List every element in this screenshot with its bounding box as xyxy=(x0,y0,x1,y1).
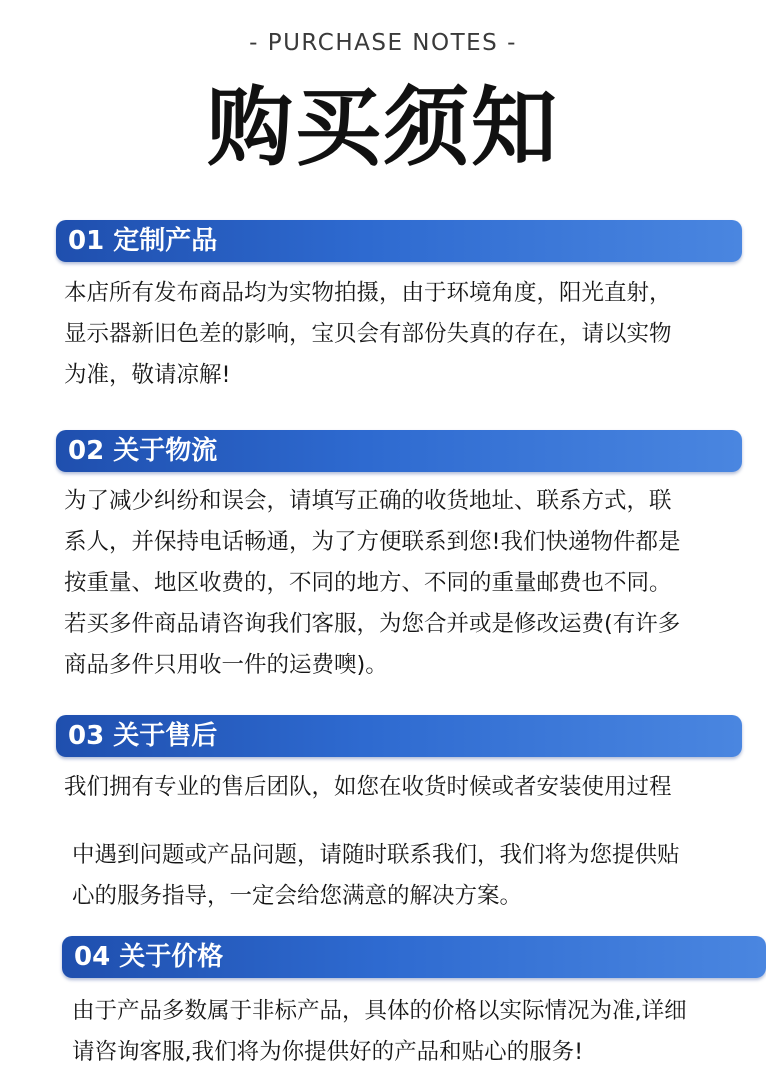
text-line: 为了减少纠纷和误会，请填写正确的收货地址、联系方式，联 xyxy=(64,488,672,514)
section-text-logistics xyxy=(64,481,681,686)
text-line: 为准，敬请凉解! xyxy=(64,362,231,388)
section-header-pricing: 04 关于价格 xyxy=(62,936,766,978)
text-line: 我们拥有专业的售后团队，如您在收货时候或者安装使用过程 xyxy=(64,774,672,800)
section-text-after-sales-continued xyxy=(72,835,680,917)
section-text-pricing xyxy=(72,991,687,1073)
section-header-logistics: 02 关于物流 xyxy=(56,430,742,472)
text-line: 请咨询客服,我们将为你提供好的产品和贴心的服务! xyxy=(72,1039,584,1065)
text-line: 按重量、地区收费的，不同的地方、不同的重量邮费也不同。 xyxy=(64,570,672,596)
text-line: 中遇到问题或产品问题，请随时联系我们，我们将为您提供贴 xyxy=(72,842,680,868)
section-header-after-sales: 03 关于售后 xyxy=(56,715,742,757)
text-line: 若买多件商品请咨询我们客服，为您合并或是修改运费(有许多 xyxy=(64,611,681,637)
section-text-custom-products xyxy=(64,273,672,396)
text-line: 心的服务指导，一定会给您满意的解决方案。 xyxy=(72,883,523,909)
section-header-custom-products: 01 定制产品 xyxy=(56,220,742,262)
text-line: 由于产品多数属于非标产品，具体的价格以实际情况为准,详细 xyxy=(72,998,687,1024)
text-line: 系人，并保持电话畅通，为了方便联系到您!我们快递物件都是 xyxy=(64,529,681,555)
page-subtitle: - PURCHASE NOTES - xyxy=(249,30,517,56)
text-line: 商品多件只用收一件的运费噢)。 xyxy=(64,652,388,678)
text-line: 显示器新旧色差的影响，宝贝会有部份失真的存在，请以实物 xyxy=(64,321,672,347)
text-line: 本店所有发布商品均为实物拍摄，由于环境角度，阳光直射， xyxy=(64,280,672,306)
page-title: 购买须知 xyxy=(207,78,559,178)
section-text-after-sales-intro xyxy=(64,767,672,808)
